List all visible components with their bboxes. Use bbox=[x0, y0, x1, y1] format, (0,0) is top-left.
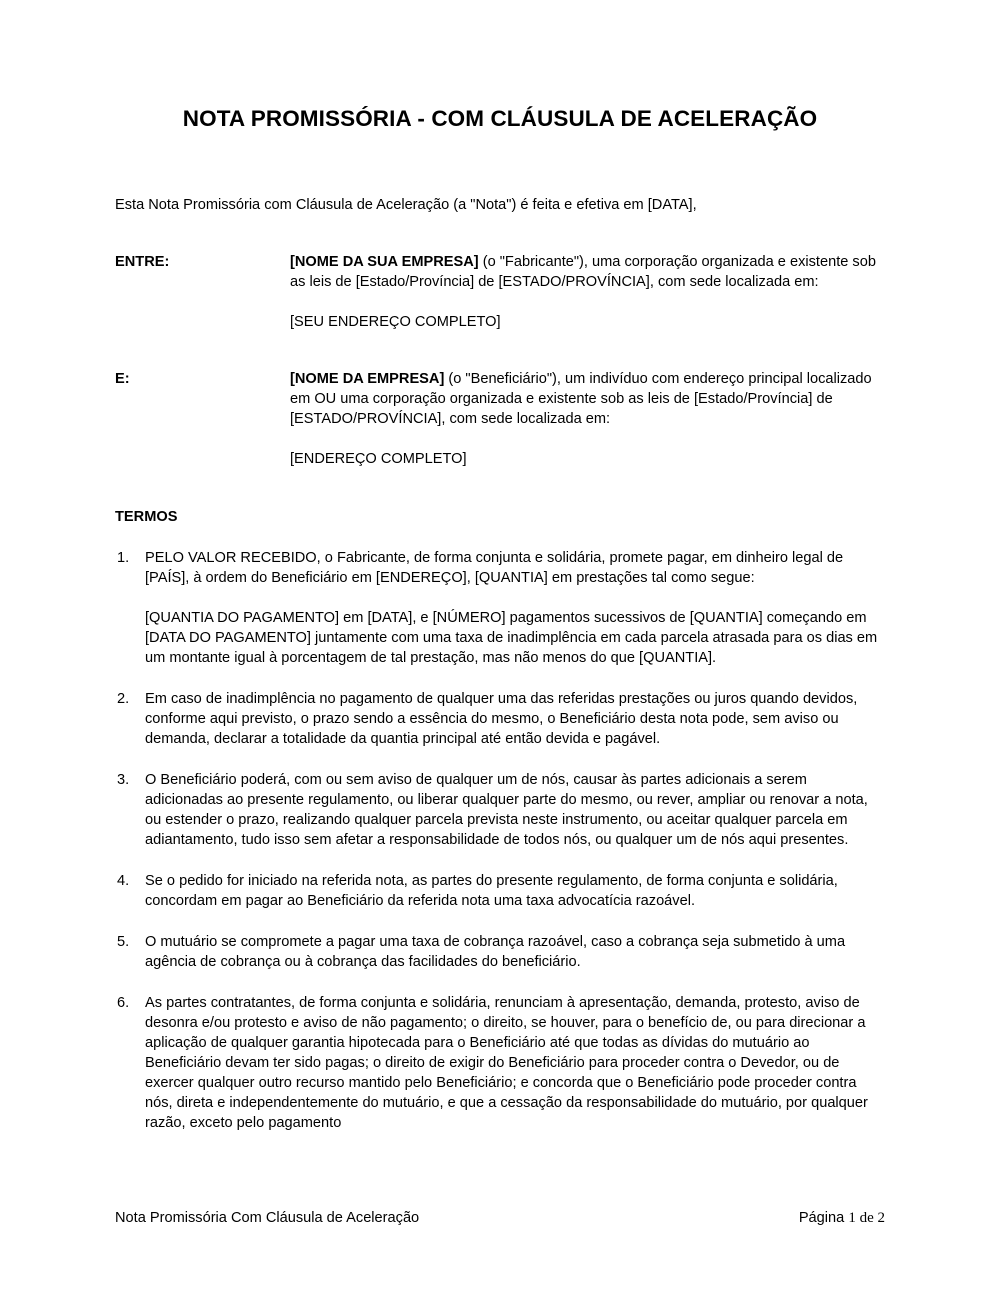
party-address-e: [ENDEREÇO COMPLETO] bbox=[290, 451, 467, 468]
list-marker: 3. bbox=[117, 772, 130, 789]
document-content bbox=[115, 105, 885, 1133]
page-title: NOTA PROMISSÓRIA - COM CLÁUSULA DE ACELERAÇÃO bbox=[182, 106, 818, 131]
list-marker: 5. bbox=[117, 934, 130, 951]
footer-page-label: Página bbox=[798, 1210, 845, 1226]
list-marker: 6. bbox=[117, 995, 130, 1012]
party-description-e: (o "Beneficiário"), um indivíduo com endereço principal localizado em OU uma corporação organizada e existente sob as leis de [Estado/Província] de [ESTADO/PROVÍNCIA], com sede localizada em: bbox=[290, 371, 872, 428]
term-text: Se o pedido for iniciado na referida nota, as partes do presente regulamento, de forma conjunta e solidária, concordam em pagar ao Beneficiário da referida nota uma taxa advocatícia razoável. bbox=[145, 873, 838, 910]
list-marker: 2. bbox=[117, 691, 130, 708]
party-address-entre: [SEU ENDEREÇO COMPLETO] bbox=[290, 314, 501, 331]
party-description-entre: (o "Fabricante"), uma corporação organizada e existente sob as leis de [Estado/Província] de [ESTADO/PROVÍNCIA], com sede localizada em: bbox=[290, 254, 876, 291]
term-text: O Beneficiário poderá, com ou sem aviso de qualquer um de nós, causar às partes adicionais a serem adicionadas ao presente regulamento, ou liberar qualquer parte do mesmo, ou rever, ampliar ou renovar a nota, ou estender o prazo, realizando qualquer parcela prevista neste instrumento, ou aceitar qualquer parcela em adiantamento, tudo isso sem afetar a responsabilidade de todos nós, ou qualquer um de nós aqui presentes. bbox=[145, 772, 868, 849]
footer-page-value: 1 de 2 bbox=[848, 1210, 885, 1226]
footer-document-name: Nota Promissória Com Cláusula de Aceleração bbox=[115, 1210, 420, 1226]
party-body-entre bbox=[290, 252, 885, 332]
terms-list-item bbox=[115, 548, 885, 668]
term-text: O mutuário se compromete a pagar uma taxa de cobrança razoável, caso a cobrança seja submetido à uma agência de cobrança ou à cobrança das facilidades do beneficiário. bbox=[145, 934, 846, 971]
terms-list bbox=[115, 548, 885, 1133]
list-marker: 1. bbox=[117, 550, 130, 567]
terms-list-item bbox=[115, 689, 885, 749]
party-label-e: E: bbox=[115, 371, 130, 388]
footer-page-number bbox=[799, 1208, 885, 1228]
terms-list-item bbox=[115, 993, 885, 1133]
party-block-entre bbox=[115, 252, 885, 332]
terms-heading: TERMOS bbox=[115, 509, 178, 526]
list-marker: 4. bbox=[117, 873, 130, 890]
term-text: Em caso de inadimplência no pagamento de qualquer uma das referidas prestações ou juros quando devidos, conforme aqui previsto, o prazo sendo a essência do mesmo, o Beneficiário desta nota pode, sem aviso ou demanda, declarar a totalidade da quantia principal até então devida e pagável. bbox=[145, 691, 858, 748]
term-text: PELO VALOR RECEBIDO, o Fabricante, de forma conjunta e solidária, promete pagar, em dinheiro legal de [PAÍS], à ordem do Beneficiário em [ENDEREÇO], [QUANTIA] em prestações tal como segue: bbox=[145, 550, 844, 587]
term-subtext: [QUANTIA DO PAGAMENTO] em [DATA], e [NÚMERO] pagamentos sucessivos de [QUANTIA] começando em [DATA DO PAGAMENTO] juntamente com uma taxa de inadimplência em cada parcela atrasada para os dias em um montante igual à porcentagem de tal prestação, mas não menos do que [QUANTIA]. bbox=[145, 610, 878, 667]
party-name-entre: [NOME DA SUA EMPRESA] bbox=[290, 254, 479, 271]
intro-paragraph: Esta Nota Promissória com Cláusula de Aceleração (a "Nota") é feita e efetiva em [DATA], bbox=[115, 197, 697, 214]
page-footer bbox=[115, 1208, 885, 1228]
party-label-entre: ENTRE: bbox=[115, 254, 170, 271]
terms-list-item bbox=[115, 932, 885, 972]
term-text: As partes contratantes, de forma conjunta e solidária, renunciam à apresentação, demanda, protesto, aviso de desonra e/ou protesto e aviso de não pagamento; o direito, se houver, para o benefício de, ou para direcionar a aplicação de qualquer garantia hipotecada para o Beneficiário até que todas as dívidas do mutuário ao Beneficiário devam ter sido pagas; o direito de exigir do Beneficiário para proceder contra o Devedor, ou de exercer qualquer outro recurso mantido pelo Beneficiário; e concorda que o Beneficiário pode proceder contra nós, direta e independentemente do mutuário, e que a cessação da responsabilidade do mutuário, por qualquer razão, exceto pelo pagamento bbox=[145, 995, 868, 1132]
party-name-e: [NOME DA EMPRESA] bbox=[290, 371, 445, 388]
terms-list-item bbox=[115, 770, 885, 850]
party-block-e bbox=[115, 369, 885, 469]
terms-list-item bbox=[115, 871, 885, 911]
party-body-e bbox=[290, 369, 885, 469]
